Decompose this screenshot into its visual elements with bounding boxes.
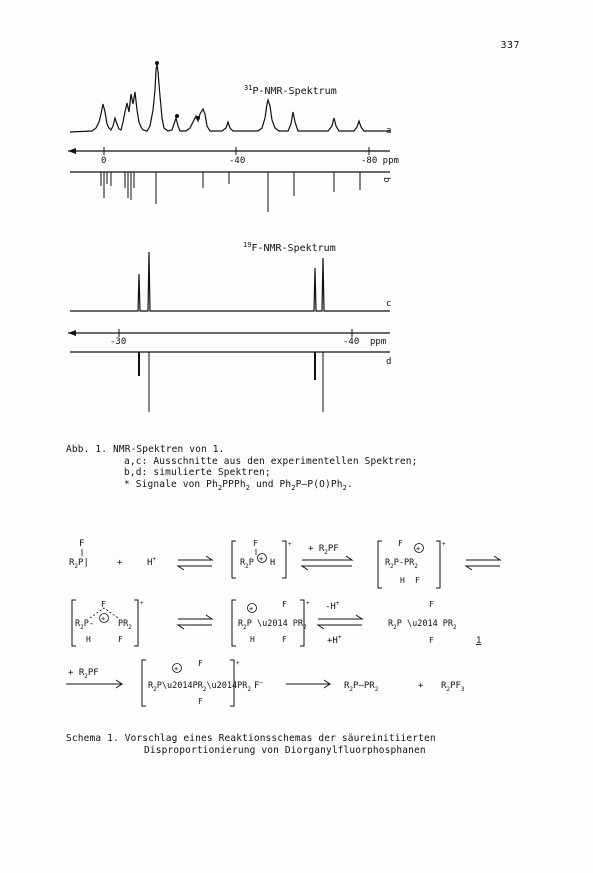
caption-line-2: a,c: Ausschnitte aus den experimentellen Spektren; — [124, 455, 418, 467]
svg-text:H: H — [400, 576, 405, 585]
svg-text:F: F — [429, 600, 434, 609]
svg-text:F: F — [198, 659, 203, 668]
product-diphosphane: $R_2P—PR_2$ — [344, 681, 379, 693]
svg-text:F: F — [118, 635, 123, 644]
trace-label-a: a — [386, 126, 392, 136]
caption-line-3: b,d: simulierte Spektren; — [124, 467, 271, 478]
svg-text:+: + — [236, 660, 240, 667]
svg-text:+: + — [288, 541, 292, 548]
svg-text:F: F — [101, 600, 106, 609]
svg-text:PR2: $PR_2$ — [118, 619, 132, 631]
axis-arrow-icon — [68, 330, 76, 336]
f19-simulated-sticks — [139, 352, 323, 412]
trace-label-b: b — [381, 177, 391, 183]
equilibrium-arrow — [318, 615, 362, 629]
caption-line-1: Abb. 1. NMR-Spektren von 1. — [66, 444, 225, 455]
f19-tick-minus40: -40 — [343, 337, 360, 347]
f19-title-superscript: 19 — [243, 241, 252, 249]
p31-tick-minus40: -40 — [229, 156, 246, 166]
scheme-row-3 — [66, 659, 465, 706]
reaction-scheme — [66, 539, 500, 706]
compound-number-label: 1 — [476, 636, 482, 646]
svg-text:+: + — [259, 555, 264, 563]
p31-tick-0: 0 — [101, 156, 107, 166]
equilibrium-arrow — [178, 556, 212, 570]
svg-text:+: + — [140, 600, 144, 607]
svg-text:F: F — [253, 539, 258, 548]
signal-marker-dot — [175, 114, 179, 118]
scheme-caption-line-2: Disproportionierung von Diorganylfluorphosphanen — [144, 744, 426, 756]
svg-text:+: + — [306, 600, 310, 607]
f19-experimental-trace — [70, 252, 390, 311]
trace-label-c: c — [386, 299, 392, 309]
reactant-r2pf: $R_2P|$ — [69, 558, 89, 570]
equilibrium-arrow — [466, 556, 500, 570]
reaction-arrow — [66, 680, 122, 688]
svg-text:F: F — [282, 600, 287, 609]
svg-text:F: F — [282, 635, 287, 644]
svg-text:R2P\u2014PR2\u2014PR2: $R_2P\backslash u2014PR_2\backslash u2014PR_2$ — [148, 681, 252, 693]
reactant-f-label: F — [79, 539, 85, 549]
f19-tick-ppm: ppm — [370, 337, 387, 347]
trace-label-d: d — [386, 357, 392, 367]
p31-simulated-sticks — [101, 172, 360, 212]
minus-proton: -H+ — [325, 600, 340, 612]
proton: H+ — [147, 556, 157, 568]
caption-line-4: * Signale von $Ph_2PPPh_2$ und $Ph_2P—P(O)Ph_2$. — [124, 478, 353, 492]
f19-title — [243, 241, 336, 254]
axis-arrow-icon — [68, 148, 76, 154]
scheme-caption — [66, 733, 436, 756]
p31-spectrum — [68, 61, 399, 212]
svg-text:R2P-PR2: $R_2P-PR_2$ — [385, 558, 418, 570]
plus-proton: +H+ — [327, 634, 342, 646]
reaction-arrow — [286, 680, 330, 688]
f19-title-main: F-NMR-Spektrum — [251, 243, 336, 254]
fluoride-anion: F− — [254, 679, 264, 691]
figure-caption — [66, 444, 417, 494]
f19-spectrum — [68, 241, 391, 412]
svg-text:+: + — [174, 665, 179, 673]
scheme-row-2 — [72, 600, 481, 646]
product-compound-1: $R_2P$ \u2014 $PR_2$ — [388, 619, 457, 631]
signal-marker-dot — [155, 61, 159, 65]
complex-r2pfh: $R_2P$ — [240, 558, 254, 570]
product-r2pf3: $R_2PF_3$ — [441, 681, 465, 693]
svg-text:+: + — [101, 615, 106, 623]
svg-text:R2P-: $R_2P-$ — [75, 619, 94, 631]
scheme-caption-line-1: Schema 1. Vorschlag eines Reaktionsschemas der säureinitiierten — [66, 733, 436, 744]
svg-text:H: H — [250, 635, 255, 644]
svg-text:F: F — [398, 539, 403, 548]
reagent-r2pf-row3: + $R_2PF$ — [68, 668, 99, 680]
f19-tick-minus30: -30 — [110, 337, 127, 347]
signal-marker-dot — [196, 116, 200, 120]
svg-text:H: H — [86, 635, 91, 644]
svg-text:+: + — [416, 545, 421, 553]
p31-title-superscript: 31 — [244, 84, 253, 92]
svg-text:F: F — [429, 636, 434, 645]
svg-text:+: + — [442, 541, 446, 548]
p31-title-main: P-NMR-Spektrum — [252, 86, 337, 97]
p31-title — [244, 84, 337, 97]
p31-tick-minus80: -80 ppm — [361, 156, 399, 166]
p31-experimental-trace — [70, 64, 390, 132]
svg-text:H: H — [270, 558, 276, 568]
plus-sign: + — [418, 681, 424, 691]
reagent-r2pf: + $R_2PF$ — [308, 544, 339, 556]
svg-text:F: F — [415, 576, 420, 585]
scheme-row-1 — [69, 539, 500, 588]
svg-text:R2P \u2014 PR2: $R_2P$ \u2014 $PR_2$ — [238, 619, 307, 631]
svg-text:+: + — [249, 605, 254, 613]
plus-sign: + — [117, 558, 123, 568]
equilibrium-arrow — [178, 615, 212, 629]
page-number: 337 — [500, 40, 520, 51]
equilibrium-arrow — [302, 556, 352, 570]
svg-text:F: F — [198, 697, 203, 706]
